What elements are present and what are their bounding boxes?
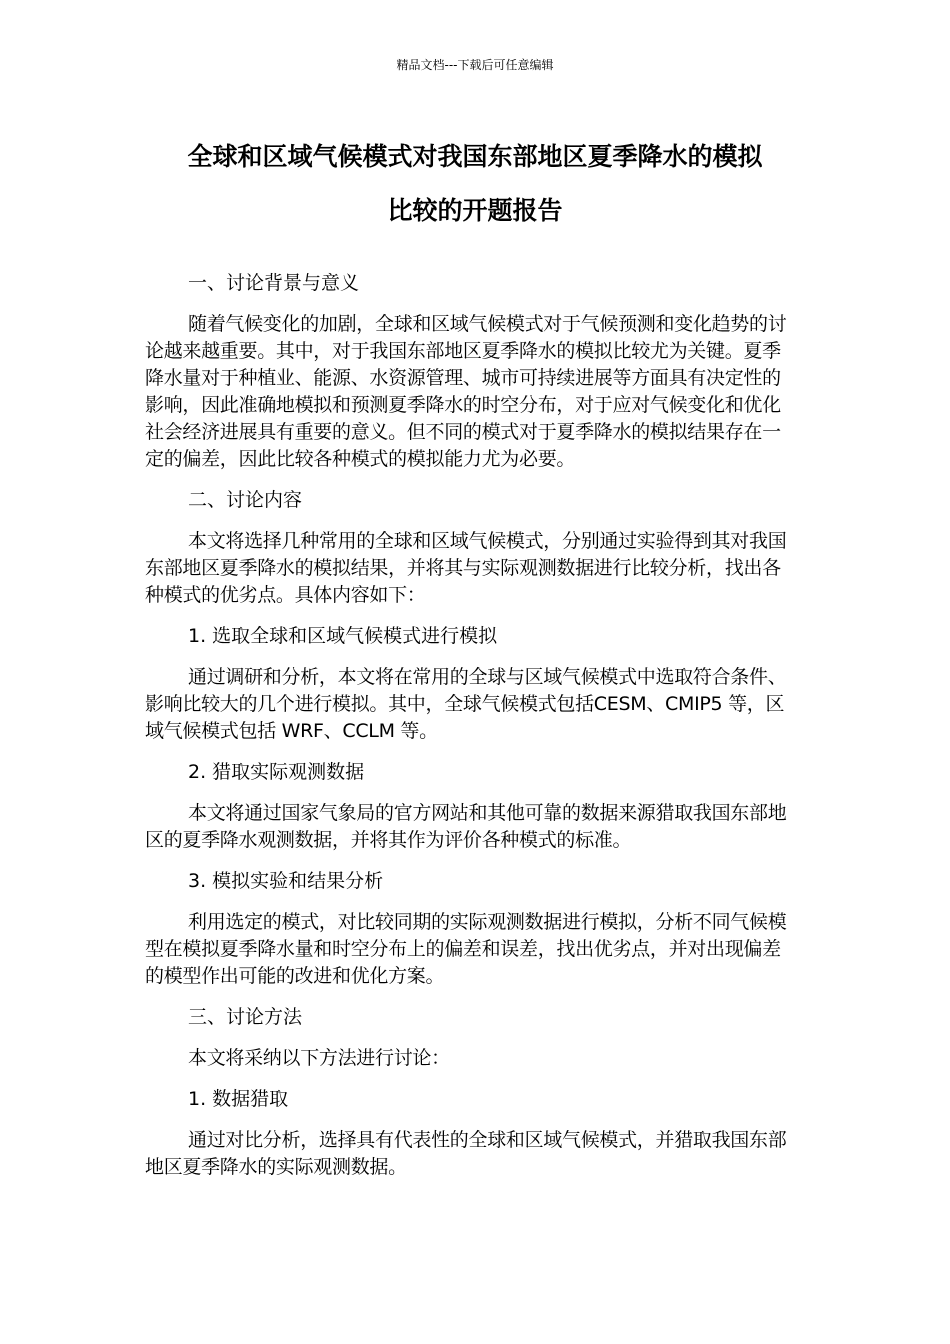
paragraph-data-acquisition: 通过对比分析，选择具有代表性的全球和区域气候模式，并猎取我国东部地区夏季降水的实际观测数据。: [145, 1129, 787, 1178]
paragraph-experiments: 利用选定的模式，对比较同期的实际观测数据进行模拟，分析不同气候模型在模拟夏季降水量和时空分布上的偏差和误差，找出优劣点，并对出现偏差的模型作出可能的改进和优化方案。: [145, 911, 787, 987]
section-heading-methods: 三、讨论方法: [188, 1006, 303, 1028]
subheading-select-models: 1. 选取全球和区域气候模式进行模拟: [188, 625, 498, 647]
document-body: [145, 270, 793, 1195]
paragraph-content-intro: 本文将选择几种常用的全球和区域气候模式，分别通过实验得到其对我国东部地区夏季降水的模拟结果，并将其与实际观测数据进行比较分析，找出各种模式的优劣点。具体内容如下：: [145, 530, 787, 606]
subheading-experiments: 3. 模拟实验和结果分析: [188, 870, 384, 892]
subheading-obtain-data: 2. 猎取实际观测数据: [188, 761, 365, 783]
paragraph-methods-intro: 本文将采纳以下方法进行讨论：: [188, 1047, 450, 1069]
title-line-1: 全球和区域气候模式对我国东部地区夏季降水的模拟: [187, 142, 763, 171]
paragraph-obtain-data: 本文将通过国家气象局的官方网站和其他可靠的数据来源猎取我国东部地区的夏季降水观测数据，并将其作为评价各种模式的标准。: [145, 802, 787, 851]
paragraph-background: 随着气候变化的加剧，全球和区域气候模式对于气候预测和变化趋势的讨论越来越重要。其中，对于我国东部地区夏季降水的模拟比较尤为关键。夏季降水量对于种植业、能源、水资源管理、城市可持续进展等方面具有决定性的影响，因此准确地模拟和预测夏季降水的时空分布，对于应对气候变化和优化社会经济进展具有重要的意义。但不同的模式对于夏季降水的模拟结果存在一定的偏差，因此比较各种模式的模拟能力尤为必要。: [145, 313, 787, 470]
title-line-2: 比较的开题报告: [387, 196, 563, 225]
subheading-data-acquisition: 1. 数据猎取: [188, 1088, 289, 1110]
page-header-note: 精品文档---下载后可任意编辑: [396, 58, 554, 72]
paragraph-select-models: 通过调研和分析，本文将在常用的全球与区域气候模式中选取符合条件、影响比较大的几个进行模拟。其中，全球气候模式包括CESM、CMIP5 等，区域气候模式包括 WRF、CCLM 等。: [145, 666, 787, 742]
section-heading-background: 一、讨论背景与意义: [188, 272, 360, 294]
section-heading-content: 二、讨论内容: [188, 489, 303, 511]
document-title: [120, 130, 830, 238]
